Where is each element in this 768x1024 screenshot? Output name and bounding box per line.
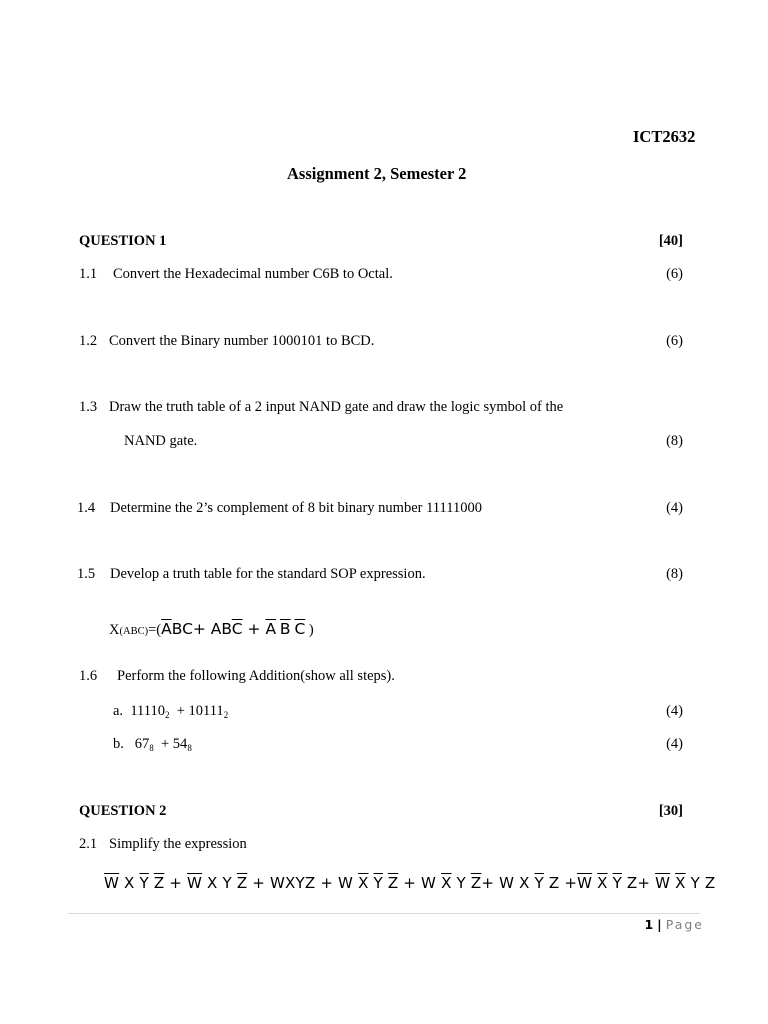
formula-close: ) (305, 622, 314, 638)
question-2-marks: [30] (658, 803, 683, 819)
item-2-1-text: Simplify the expression (109, 836, 247, 852)
item-1-3-number: 1.3 (79, 399, 98, 415)
item-1-5-text: Develop a truth table for the standard SOP expression. (110, 566, 426, 582)
question-1-marks: [40] (658, 233, 683, 249)
formula-term1-a-bar: $\overline{A}$ (161, 620, 172, 638)
item-1-3-text: Draw the truth table of a 2 input NAND gate and draw the logic symbol of the (109, 399, 564, 415)
item-1-6-b (113, 736, 192, 753)
item-1-3-marks: (8) (666, 433, 683, 449)
item-1-6-a-plus-number2: + 10111 (176, 703, 224, 719)
item-1-4-marks: (4) (666, 500, 683, 516)
formula-subscript: (ABC) (119, 626, 149, 637)
item-1-5-number: 1.5 (77, 566, 96, 582)
item-1-6-a-base2: 2 (223, 710, 229, 720)
item-1-6-number: 1.6 (79, 668, 98, 684)
item-1-6-a-label: a. (113, 703, 124, 719)
formula-term2-c-bar: $\overline{C}$ (231, 620, 243, 638)
formula-lhs: X (109, 622, 120, 638)
item-1-6-b-base1: 8 (149, 743, 154, 753)
item-1-6-a (113, 703, 228, 720)
item-1-6-b-marks: (4) (666, 736, 683, 752)
formula-equals: =( (148, 622, 162, 638)
item-1-6-text: Perform the following Addition(show all steps). (117, 668, 395, 684)
item-1-6-b-plus-number2: + 54 (161, 736, 188, 752)
formula-term1-rest: BC+ AB (171, 620, 232, 638)
page-title: Assignment 2, Semester 2 (287, 164, 467, 183)
page-number: 1 (644, 917, 654, 932)
item-1-3-text-continued: NAND gate. (124, 433, 198, 449)
item-1-4-number: 1.4 (77, 500, 96, 516)
item-1-2-number: 1.2 (79, 333, 98, 349)
formula-term3-a-bar: $\overline{A}$ (265, 620, 277, 638)
formula-term3-c-bar: $\overline{C}$ (294, 620, 306, 638)
boolean-expression: $\overline{W}$ X $\overline{Y}$ $\overline{Z} + \overline{W}$ X Y $\overline{Z}$ + WXYZ + W $\overline{X}$ $\overline{Y}$ $\overline{Z} + W$ $\overline{X}$ Y $\overline{Z}+ W$ X $\overline{Y}$ $Z +\overline{W}$ $\overline{X}$ $\overline{Y}$ $Z+ \overline{W}$ $\overline{X}$ Y Z (104, 874, 716, 892)
item-1-1-marks: (6) (666, 266, 683, 282)
item-1-1-text: Convert the Hexadecimal number C6B to Octal. (113, 266, 393, 282)
question-2-heading: QUESTION 2 (79, 803, 167, 819)
item-1-6-b-label: b. (113, 736, 124, 752)
item-1-6-b-base2: 8 (187, 743, 192, 753)
footer-separator: | (657, 917, 662, 932)
page-footer (644, 917, 704, 932)
footer-divider (68, 913, 700, 914)
item-1-4-text: Determine the 2’s complement of 8 bit binary number 11111000 (110, 500, 482, 516)
page-label: Page (665, 917, 704, 932)
item-1-5-marks: (8) (666, 566, 683, 582)
formula-plus: + (242, 620, 266, 638)
question-1-heading: QUESTION 1 (79, 233, 167, 249)
item-2-1-number: 2.1 (79, 836, 98, 852)
formula-term3-b-bar: $\overline{B}$ (279, 620, 291, 638)
item-1-6-b-number1: 67 (134, 736, 150, 752)
item-1-1-number: 1.1 (79, 266, 98, 282)
course-code: ICT2632 (633, 127, 696, 146)
sop-expression (109, 620, 314, 639)
item-1-6-a-number1: 11110 (130, 703, 165, 719)
item-1-6-a-marks: (4) (666, 703, 683, 719)
item-1-6-a-base1: 2 (164, 710, 170, 720)
item-1-2-text: Convert the Binary number 1000101 to BCD. (109, 333, 375, 349)
item-1-2-marks: (6) (666, 333, 683, 349)
